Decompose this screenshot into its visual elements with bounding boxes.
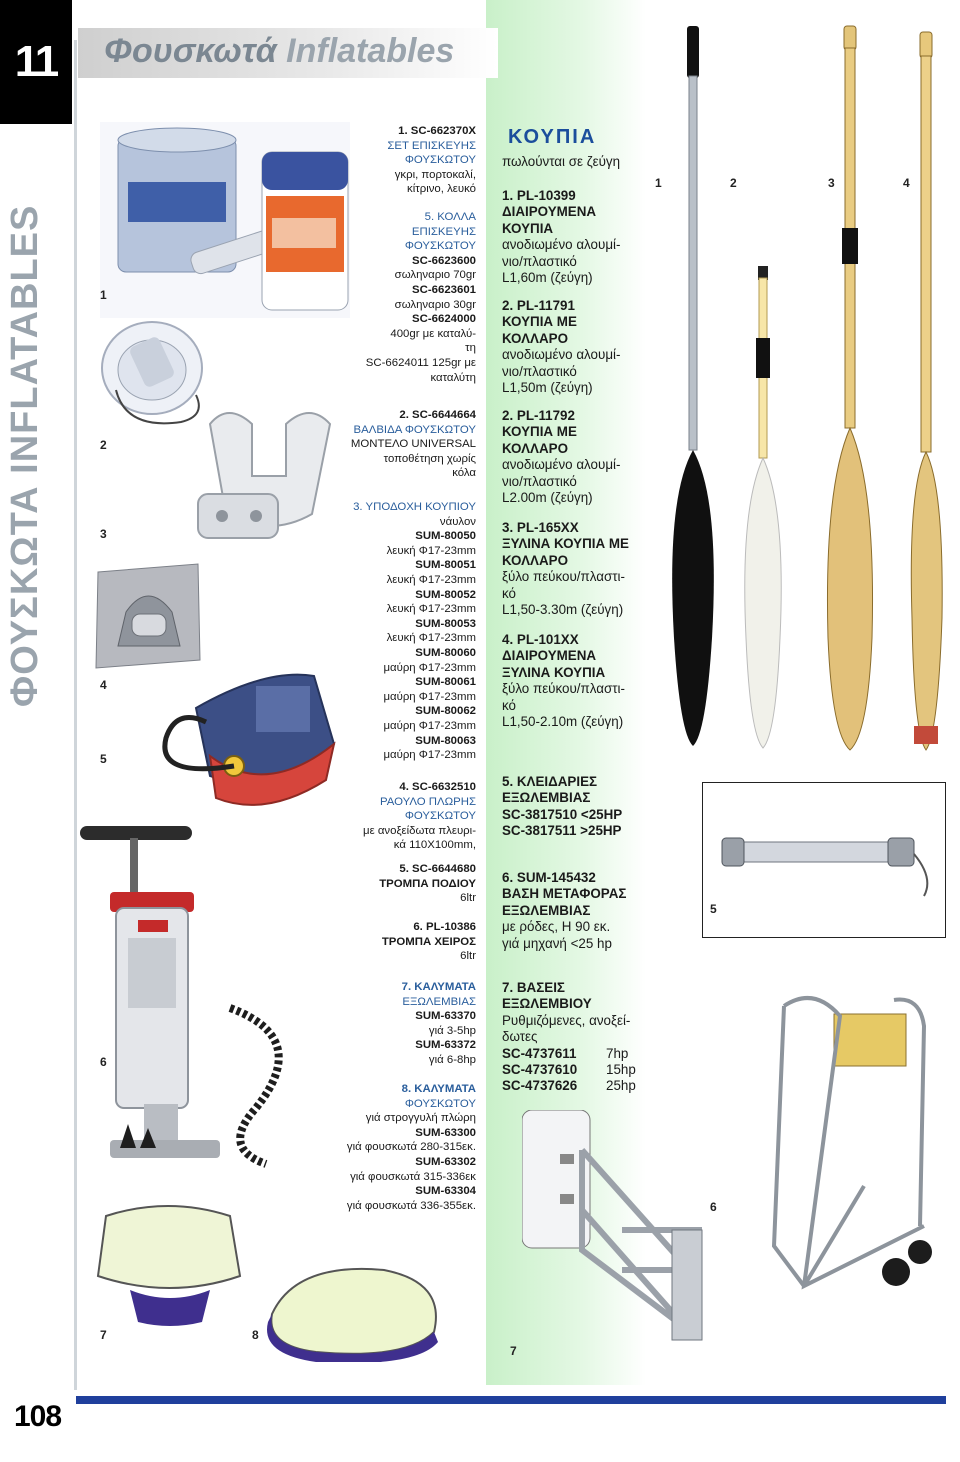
oars-heading: ΚΟΥΠΙΑ bbox=[508, 126, 597, 148]
product-desc: τη bbox=[465, 342, 476, 355]
product-code: SC-6624000 bbox=[412, 313, 476, 326]
product-name: ΦΟΥΣΚΩΤΟΥ bbox=[404, 154, 476, 167]
product-desc: σωληναριο 70gr bbox=[394, 269, 476, 282]
product-name: ΦΟΥΣΚΩΤΟΥ bbox=[404, 240, 476, 253]
product-code: SC-3817510 <25HP bbox=[502, 806, 623, 822]
product-desc: γκρι, πορτοκαλί, bbox=[394, 168, 476, 181]
mount-power: 25hp bbox=[606, 1078, 636, 1094]
product-desc: γιά φουσκωτά 315-336εκ bbox=[350, 1170, 476, 1183]
product-code: 4. SC-6632510 bbox=[399, 781, 476, 793]
product-desc: γιά στρογγυλή πλώρη bbox=[365, 1112, 476, 1125]
oar-number: 3 bbox=[828, 176, 835, 190]
left-item-number: 1 bbox=[100, 288, 107, 302]
product-desc: κίτρινο, λευκό bbox=[407, 183, 476, 196]
product-block-foot-pump bbox=[300, 862, 476, 906]
product-desc: μαύρη Φ17-23mm bbox=[383, 661, 476, 674]
product-code: 2. SC-6644664 bbox=[399, 409, 476, 421]
product-block-valve bbox=[300, 408, 476, 481]
product-code: SUM-63302 bbox=[415, 1155, 476, 1168]
mount-code: SC-4737611 bbox=[502, 1045, 577, 1061]
product-desc: κό bbox=[502, 585, 516, 601]
oar-number: 1 bbox=[655, 176, 662, 190]
side-rule bbox=[74, 40, 77, 1390]
oar-block-5 bbox=[502, 632, 662, 730]
product-name: ΕΠΙΣΚΕΥΗΣ bbox=[411, 225, 476, 238]
product-desc: 6ltr bbox=[460, 950, 476, 963]
product-desc: μαύρη Φ17-23mm bbox=[383, 719, 476, 732]
product-code: SUM-63304 bbox=[415, 1185, 476, 1198]
product-desc: L1,60m (ζεύγη) bbox=[502, 270, 593, 286]
page-title-greek: Φουσκωτά bbox=[104, 32, 277, 70]
product-desc: γιά 3-5hp bbox=[428, 1024, 476, 1037]
mount-block bbox=[502, 980, 662, 1095]
product-desc: σωληναριο 30gr bbox=[394, 298, 476, 311]
product-desc: 400gr με καταλύ- bbox=[390, 327, 476, 340]
product-code: SUM-80052 bbox=[415, 588, 476, 601]
product-code: 2. PL-11791 bbox=[502, 298, 575, 313]
product-name: ΣΕΤ ΕΠΙΣΚΕΥΗΣ bbox=[387, 139, 476, 152]
mount-power: 15hp bbox=[606, 1062, 636, 1078]
page-title bbox=[104, 32, 454, 71]
product-name: ΚΟΥΠΙΑ ΜΕ bbox=[502, 424, 577, 440]
oar-number: 2 bbox=[730, 176, 737, 190]
product-desc: ξύλο πεύκου/πλαστι- bbox=[502, 681, 625, 697]
product-desc: ξύλο πεύκου/πλαστι- bbox=[502, 569, 625, 585]
hand-pump-image bbox=[80, 808, 320, 1170]
mount-row bbox=[502, 1046, 662, 1062]
product-code: 6. SUM-145432 bbox=[502, 870, 596, 885]
product-name: ΞΥΛΙΝΑ ΚΟΥΠΙΑ ΜΕ bbox=[502, 536, 629, 552]
product-name: 8. ΚΑΛΥΜΑΤΑ bbox=[401, 1083, 476, 1095]
product-desc: L1,50m (ζεύγη) bbox=[502, 380, 593, 396]
engine-cover-image bbox=[90, 1196, 248, 1326]
product-code: SUM-63370 bbox=[415, 1010, 476, 1023]
product-desc: νιο/πλαστικό bbox=[502, 363, 577, 379]
product-code: SUM-80062 bbox=[415, 705, 476, 718]
left-item-number: 5 bbox=[100, 752, 107, 766]
left-item-number: 4 bbox=[100, 678, 107, 692]
product-name: ΡΑΟΥΛΟ ΠΛΩΡΗΣ bbox=[380, 795, 476, 808]
page-number: 108 bbox=[14, 1400, 62, 1433]
product-desc: καταλύτη bbox=[430, 371, 476, 384]
product-code: 7. ΒΑΣΕΙΣ bbox=[502, 980, 565, 995]
oar-block-3 bbox=[502, 408, 662, 506]
mount-row bbox=[502, 1078, 662, 1094]
product-desc: ανοδιωμένο αλουμί- bbox=[502, 457, 621, 473]
footer-bar bbox=[76, 1396, 946, 1404]
left-item-number: 7 bbox=[100, 1328, 107, 1342]
product-code: SUM-63300 bbox=[415, 1126, 476, 1139]
mount-code: SC-4737626 bbox=[502, 1078, 578, 1094]
product-name: ΔΙΑΙΡΟΥΜΕΝΑ bbox=[502, 648, 597, 664]
product-code: 6. PL-10386 bbox=[413, 921, 476, 933]
product-code: SC-6623601 bbox=[412, 283, 476, 296]
product-desc: κόλα bbox=[452, 467, 476, 480]
product-name: ΒΑΣΗ ΜΕΤΑΦΟΡΑΣ bbox=[502, 886, 627, 902]
product-name: 7. ΚΑΛΥΜΑΤΑ bbox=[401, 981, 476, 993]
product-desc: με ανοξείδωτα πλευρι- bbox=[363, 824, 476, 837]
left-item-number: 2 bbox=[100, 438, 107, 452]
oar-number: 4 bbox=[903, 176, 910, 190]
product-desc: 6ltr bbox=[460, 892, 476, 905]
product-name: ΞΥΛΙΝΑ ΚΟΥΠΙΑ bbox=[502, 664, 606, 680]
product-code: SUM-80053 bbox=[415, 617, 476, 630]
vertical-section-title: ΦΟΥΣΚΩΤΑ INFLATABLES bbox=[4, 205, 46, 708]
product-desc: λευκή Φ17-23mm bbox=[386, 603, 476, 616]
product-block-glue bbox=[300, 210, 476, 385]
product-name: ΕΞΩΛΕΜΒΙΟΥ bbox=[502, 996, 592, 1012]
product-desc: λευκή Φ17-23mm bbox=[386, 573, 476, 586]
product-name: ΚΟΛΛΑΡΟ bbox=[502, 440, 568, 456]
product-desc: γιά φουσκωτά 280-315εκ. bbox=[346, 1141, 476, 1154]
product-name: ΒΑΛΒΙΔΑ ΦΟΥΣΚΩΤΟΥ bbox=[353, 423, 476, 436]
product-desc: SC-6624011 125gr με bbox=[365, 356, 476, 369]
product-name: ΦΟΥΣΚΩΤΟΥ bbox=[404, 810, 476, 823]
product-desc: γιά 6-8hp bbox=[428, 1053, 476, 1066]
product-desc: γιά φουσκωτά 336-355εκ. bbox=[346, 1199, 476, 1212]
outboard-cart-image bbox=[744, 986, 936, 1346]
product-name: ΚΟΛΛΑΡΟ bbox=[502, 330, 568, 346]
product-desc: δωτες bbox=[502, 1029, 538, 1045]
product-code: 5. SC-6644680 bbox=[399, 863, 476, 875]
product-code: SUM-80050 bbox=[415, 530, 476, 543]
product-name: ΚΟΛΛΑΡΟ bbox=[502, 552, 568, 568]
product-desc: με ρόδες, Η 90 εκ. bbox=[502, 919, 611, 935]
oars-subheading: πωλούνται σε ζεύγη bbox=[502, 154, 621, 169]
product-name: ΚΟΥΠΙΑ bbox=[502, 220, 554, 236]
product-code: 1. SC-662370X bbox=[398, 125, 476, 137]
product-name: ΤΡΟΜΠΑ ΠΟΔΙΟΥ bbox=[379, 877, 476, 890]
product-code: 4. PL-101XX bbox=[502, 632, 579, 647]
product-desc: κά 110X100mm, bbox=[393, 839, 476, 852]
product-desc: ανοδιωμένο αλουμί- bbox=[502, 347, 621, 363]
product-desc: ΜΟΝΤΕΛΟ UNIVERSAL bbox=[350, 438, 476, 451]
product-name: 3. ΥΠΟΔΟΧΗ ΚΟΥΠΙΟΥ bbox=[353, 501, 476, 513]
page-title-english: Inflatables bbox=[286, 32, 455, 70]
product-code: 3. PL-165XX bbox=[502, 520, 579, 535]
product-code: SUM-80063 bbox=[415, 734, 476, 747]
product-code: 2. PL-11792 bbox=[502, 408, 575, 423]
mount-power: 7hp bbox=[606, 1045, 629, 1061]
product-code: SUM-80060 bbox=[415, 646, 476, 659]
chapter-number-box bbox=[0, 0, 72, 124]
product-code: SUM-63372 bbox=[415, 1039, 476, 1052]
left-item-number: 8 bbox=[252, 1328, 259, 1342]
left-item-number: 3 bbox=[100, 527, 107, 541]
outboard-mount-image bbox=[522, 1110, 708, 1356]
product-desc: μαύρη Φ17-23mm bbox=[383, 749, 476, 762]
product-name: ΚΟΥΠΙΑ ΜΕ bbox=[502, 314, 577, 330]
oars-image bbox=[660, 18, 946, 768]
inflatable-cover-image bbox=[256, 1262, 448, 1362]
product-desc: μαύρη Φ17-23mm bbox=[383, 690, 476, 703]
product-name: ΕΞΩΛΕΜΒΙΑΣ bbox=[402, 995, 476, 1008]
product-code: 5. ΚΛΕΙΔΑΡΙΕΣ bbox=[502, 774, 598, 789]
lock-block bbox=[502, 774, 662, 840]
product-desc: L1,50-3.30m (ζεύγη) bbox=[502, 602, 624, 618]
oar-block-4 bbox=[502, 520, 662, 618]
product-desc: λευκή Φ17-23mm bbox=[386, 544, 476, 557]
oar-block-2 bbox=[502, 298, 662, 396]
product-code: 1. PL-10399 bbox=[502, 188, 576, 203]
product-desc: κό bbox=[502, 697, 516, 713]
product-code: SC-6623600 bbox=[412, 254, 476, 267]
product-desc: ανοδιωμένο αλουμί- bbox=[502, 237, 621, 253]
product-block-oar-holder bbox=[300, 500, 476, 763]
product-desc: L2.00m (ζεύγη) bbox=[502, 490, 593, 506]
product-desc: νάυλον bbox=[439, 515, 476, 528]
product-name: ΕΞΩΛΕΜΒΙΑΣ bbox=[502, 902, 591, 918]
product-desc: L1,50-2.10m (ζεύγη) bbox=[502, 714, 624, 730]
product-name: ΔΙΑΙΡΟΥΜΕΝΑ bbox=[502, 204, 597, 220]
oar-block-1 bbox=[502, 188, 662, 286]
product-name: ΤΡΟΜΠΑ ΧΕΙΡΟΣ bbox=[381, 935, 476, 948]
product-name: ΦΟΥΣΚΩΤΟΥ bbox=[404, 1097, 476, 1110]
product-block-bow-roller bbox=[300, 780, 476, 853]
product-block-hand-pump bbox=[300, 920, 476, 964]
product-desc: γιά μηχανή <25 hp bbox=[502, 935, 612, 951]
right-item-number: 6 bbox=[710, 1200, 717, 1214]
product-code: SC-3817511 >25HP bbox=[502, 823, 622, 839]
product-name: ΕΞΩΛΕΜΒΙΑΣ bbox=[502, 790, 591, 806]
outboard-lock-image bbox=[702, 782, 946, 938]
product-desc: τοποθέτηση χωρίς bbox=[383, 452, 476, 465]
product-name: 5. ΚΟΛΛΑ bbox=[424, 211, 476, 223]
cart-block bbox=[502, 870, 662, 952]
right-item-number: 5 bbox=[710, 902, 717, 916]
product-desc: νιο/πλαστικό bbox=[502, 473, 577, 489]
product-code: SUM-80061 bbox=[415, 676, 476, 689]
product-block-engine-covers bbox=[300, 980, 476, 1068]
left-item-number: 6 bbox=[100, 1055, 107, 1069]
product-block-inflatable-covers bbox=[300, 1082, 476, 1213]
product-desc: νιο/πλαστικό bbox=[502, 253, 577, 269]
chapter-number: 11 bbox=[14, 37, 58, 86]
product-code: SUM-80051 bbox=[415, 559, 476, 572]
mount-code: SC-4737610 bbox=[502, 1062, 578, 1078]
right-item-number: 7 bbox=[510, 1344, 517, 1358]
product-desc: Ρυθμιζόμενες, ανοξεί- bbox=[502, 1012, 631, 1028]
mount-row bbox=[502, 1062, 662, 1078]
product-block-repair-kit bbox=[300, 124, 476, 197]
product-desc: λευκή Φ17-23mm bbox=[386, 632, 476, 645]
